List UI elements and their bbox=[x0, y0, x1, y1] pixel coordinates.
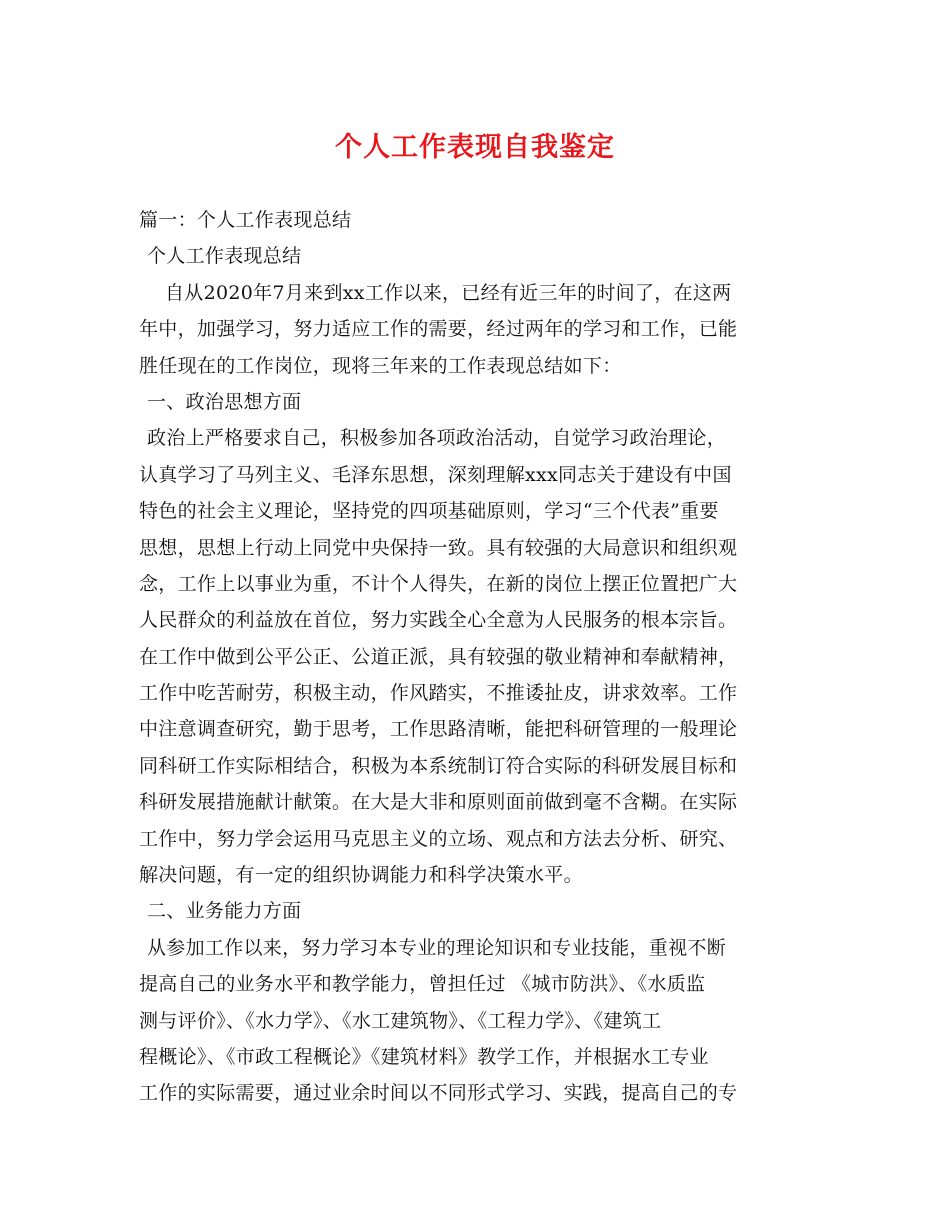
paragraph-line: 政治上严格要求自己，积极参加各项政治活动，自觉学习政治理论， bbox=[147, 427, 727, 450]
paragraph-line: 科研发展措施献计献策。在大是大非和原则面前做到毫不含糊。在实际 bbox=[139, 791, 738, 814]
paragraph-line: 工作中，努力学会运用马克思主义的立场、观点和方法去分析、研究、 bbox=[139, 827, 738, 850]
paragraph-line: 同科研工作实际相结合，积极为本系统制订符合实际的科研发展目标和 bbox=[139, 754, 738, 777]
paragraph-line: 提高自己的业务水平和教学能力，曾担任过 《城市防洪》、《水质监 bbox=[139, 973, 706, 996]
paragraph-line: 人民群众的利益放在首位，努力实践全心全意为人民服务的根本宗旨。 bbox=[139, 609, 738, 632]
paragraph-line: 胜任现在的工作岗位，现将三年来的工作表现总结如下： bbox=[139, 354, 622, 377]
paragraph-line: 认真学习了马列主义、毛泽东思想，深刻理解xxx同志关于建设有中国 bbox=[139, 463, 732, 486]
paragraph-line: 念，工作上以事业为重，不计个人得失，在新的岗位上摆正位置把广大 bbox=[139, 572, 738, 595]
paragraph-line: 自从2020年7月来到xx工作以来，已经有近三年的时间了，在这两 bbox=[165, 281, 732, 304]
document-body bbox=[139, 202, 829, 1112]
paragraph-line: 中注意调查研究，勤于思考，工作思路清晰，能把科研管理的一般理论 bbox=[139, 718, 738, 741]
paragraph-line: 年中，加强学习，努力适应工作的需要，经过两年的学习和工作，已能 bbox=[139, 318, 738, 341]
paragraph-line: 测与评价》、《水力学》、《水工建筑物》、《工程力学》、《建筑工 bbox=[139, 1009, 662, 1032]
paragraph-line: 程概论》、《市政工程概论》《建筑材料》教学工作，并根据水工专业 bbox=[139, 1045, 709, 1068]
paragraph-line: 特色的社会主义理论，坚持党的四项基础原则，学习“三个代表”重要 bbox=[139, 500, 719, 523]
paragraph-line: 从参加工作以来，努力学习本专业的理论知识和专业技能，重视不断 bbox=[147, 936, 727, 959]
paragraph-line: 工作中吃苦耐劳，积极主动，作风踏实，不推诿扯皮，讲求效率。工作 bbox=[139, 682, 738, 705]
paragraph-line: 解决问题，有一定的组织协调能力和科学决策水平。 bbox=[139, 864, 583, 887]
section-heading-1: 篇一：个人工作表现总结 bbox=[139, 209, 352, 231]
section-heading-business: 二、业务能力方面 bbox=[147, 900, 302, 923]
paragraph-line: 在工作中做到公平公正、公道正派，具有较强的敬业精神和奉献精神， bbox=[139, 645, 738, 668]
section-heading-politics: 一、政治思想方面 bbox=[147, 390, 302, 413]
document-title: 个人工作表现自我鉴定 bbox=[335, 132, 615, 163]
subtitle: 个人工作表现总结 bbox=[147, 245, 302, 268]
paragraph-line: 思想，思想上行动上同党中央保持一致。具有较强的大局意识和组织观 bbox=[139, 536, 738, 559]
paragraph-line: 工作的实际需要，通过业余时间以不同形式学习、实践，提高自己的专 bbox=[139, 1082, 738, 1105]
